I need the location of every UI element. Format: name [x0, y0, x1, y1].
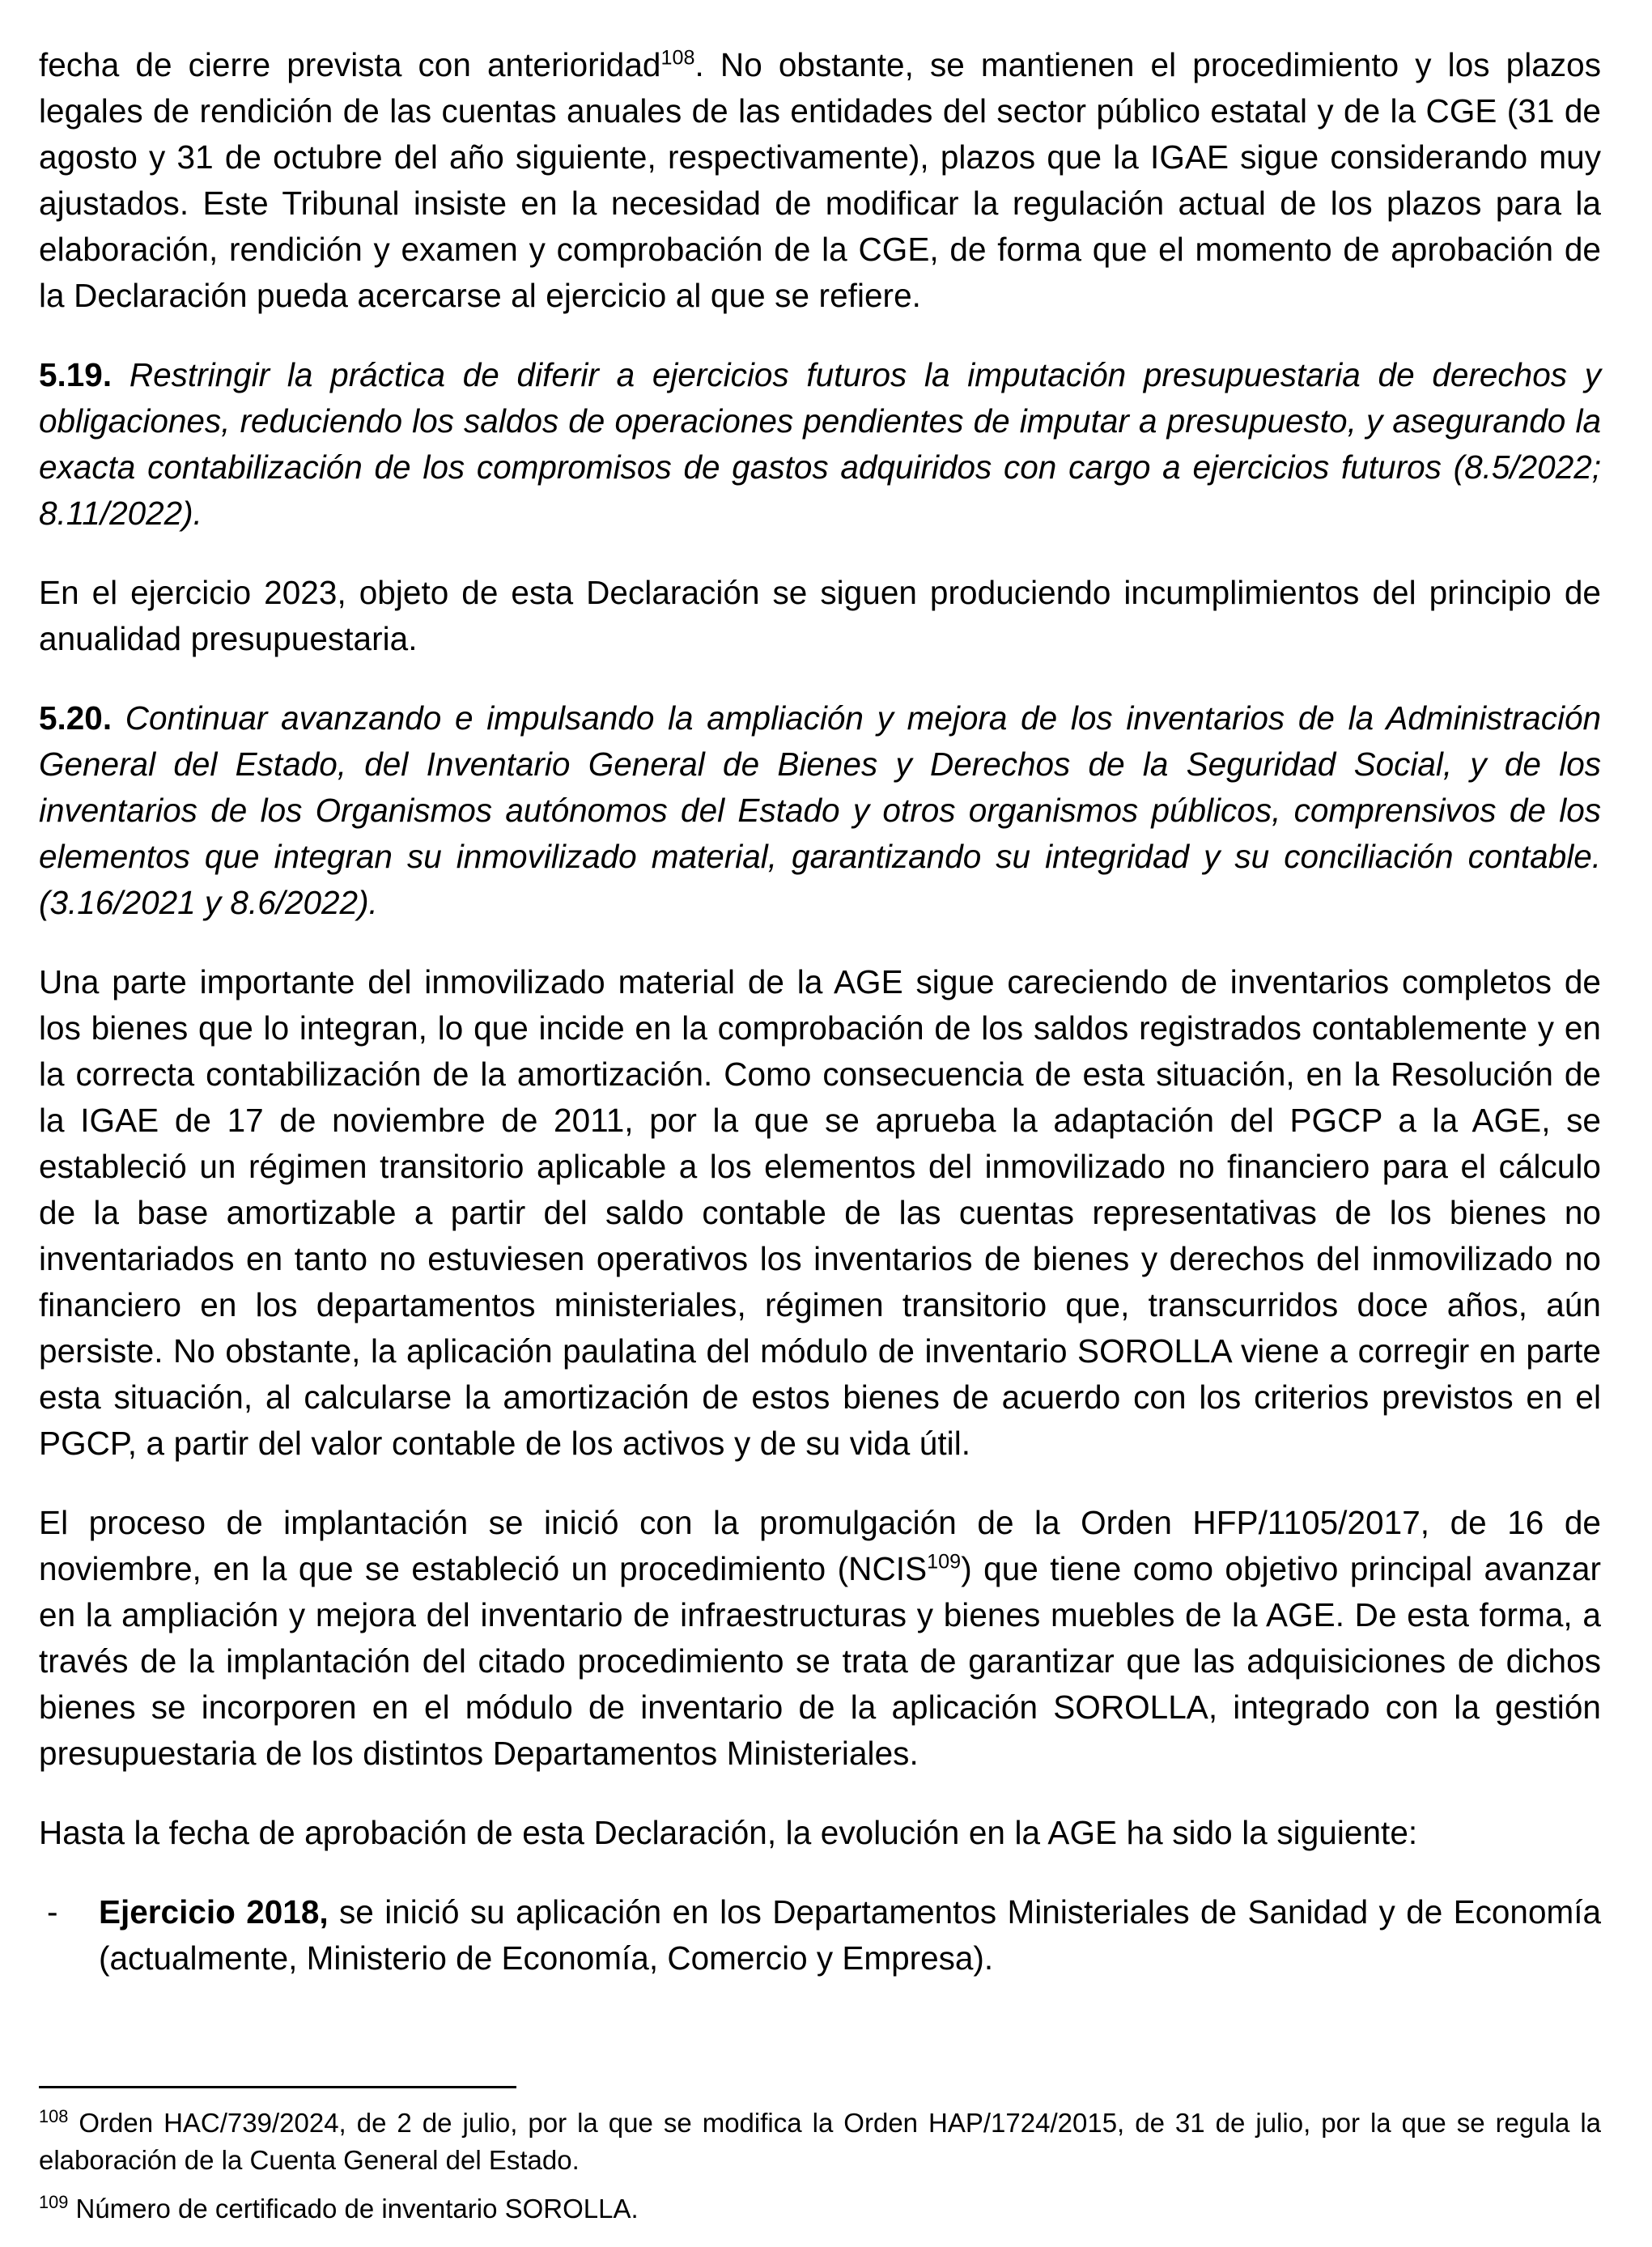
recommendation-5-20 — [39, 695, 1601, 926]
footnote-108-marker: 108 — [39, 2106, 69, 2126]
paragraph-implantacion-before-ref: El proceso de implantación se inició con la promulgación de la Orden HFP/1105/2017, de 16 de noviembre, en la que se estableció un procedimiento (NCIS — [39, 1504, 1601, 1587]
paragraph-continuation-before-ref: fecha de cierre prevista con anterioridad — [39, 46, 661, 83]
recommendation-5-19 — [39, 352, 1601, 537]
list-item — [39, 1889, 1601, 1982]
list-item-text: se inició su aplicación en los Departamentos Ministeriales de Sanidad y de Economía (actualmente, Ministerio de Economía, Comercio y Empresa). — [99, 1893, 1601, 1977]
list-item-lead: Ejercicio 2018, — [99, 1893, 329, 1931]
paragraph-ejercicio-2023: En el ejercicio 2023, objeto de esta Declaración se siguen produciendo incumplimientos del principio de anualidad presupuestaria. — [39, 574, 1601, 657]
footnote-area — [39, 2086, 1601, 2247]
paragraph-continuation-after-ref: . No obstante, se mantienen el procedimiento y los plazos legales de rendición de las cuentas anuales de las entidades del sector público estatal y de la CGE (31 de agosto y 31 de octubre del año siguiente, respectivamente), plazos que la IGAE sigue considerando muy ajustados. Este Tribunal insiste en la necesidad de modificar la regulación actual de los plazos para la elaboración, rendición y examen y comprobación de la CGE, de forma que el momento de aprobación de la Declaración pueda acercarse al ejercicio al que se refiere. — [39, 46, 1602, 314]
footnote-109-text: Número de certificado de inventario SOROLLA. — [68, 2194, 639, 2224]
recommendation-5-20-number: 5.20. — [39, 699, 113, 737]
footnote-ref-109[interactable]: 109 — [927, 1550, 962, 1574]
recommendation-5-20-text: Continuar avanzando e impulsando la ampliación y mejora de los inventarios de la Administración General del Estado, del Inventario General de Bienes y Derechos de la Seguridad Social, y de los inventarios de los Organismos autónomos del Estado y otros organismos públicos, comprensivos de los elementos que integran su inmovilizado material, garantizando su integridad y su conciliación contable. (3.16/2021 y 8.6/2022). — [39, 699, 1601, 921]
page-content — [39, 42, 1601, 1982]
paragraph-evolucion: Hasta la fecha de aprobación de esta Declaración, la evolución en la AGE ha sido la siguiente: — [39, 1814, 1418, 1851]
footnote-separator-rule — [39, 2086, 516, 2088]
footnote-108 — [39, 2105, 1601, 2179]
recommendation-5-19-text: Restringir la práctica de diferir a ejercicios futuros la imputación presupuestaria de derechos y obligaciones, reduciendo los saldos de operaciones pendientes de imputar a presupuesto, y asegurando la exacta contabilización de los compromisos de gastos adquiridos con cargo a ejercicios futuros (8.5/2022; 8.11/2022). — [39, 356, 1601, 532]
paragraph-implantacion-after-ref: ) que tiene como objetivo principal avanzar en la ampliación y mejora del inventario de infraestructuras y bienes muebles de la AGE. De esta forma, a través de la implantación del citado procedimiento se trata de garantizar que las adquisiciones de dichos bienes se incorporen en el módulo de inventario de la aplicación SOROLLA, integrado con la gestión presupuestaria de los distintos Departamentos Ministeriales. — [39, 1550, 1601, 1772]
bullet-dash-icon: - — [47, 1893, 58, 1931]
footnote-109 — [39, 2190, 1601, 2228]
footnote-109-marker: 109 — [39, 2192, 69, 2212]
bullet-list — [39, 1889, 1601, 1982]
footnote-ref-108[interactable]: 108 — [660, 46, 695, 70]
recommendation-5-19-number: 5.19. — [39, 356, 113, 393]
paragraph-inventarios: Una parte importante del inmovilizado material de la AGE sigue careciendo de inventarios completos de los bienes que lo integran, lo que incide en la comprobación de los saldos registrados contablemente y en la correcta contabilización de la amortización. Como consecuencia de esta situación, en la Resolución de la IGAE de 17 de noviembre de 2011, por la que se aprueba la adaptación del PGCP a la AGE, se estableció un régimen transitorio aplicable a los elementos del inmovilizado no financiero para el cálculo de la base amortizable a partir del saldo contable de las cuentas representativas de los bienes no inventariados en tanto no estuviesen operativos los inventarios de bienes y derechos del inmovilizado no financiero en los departamentos ministeriales, régimen transitorio que, transcurridos doce años, aún persiste. No obstante, la aplicación paulatina del módulo de inventario SOROLLA viene a corregir en parte esta situación, al calcularse la amortización de estos bienes de acuerdo con los criterios previstos en el PGCP, a partir del valor contable de los activos y de su vida útil. — [39, 963, 1601, 1462]
paragraph-continuation — [39, 42, 1601, 319]
paragraph-implantacion — [39, 1500, 1601, 1777]
footnote-108-text: Orden HAC/739/2024, de 2 de julio, por la que se modifica la Orden HAP/1724/2015, de 31 de julio, por la que se regula la elaboración de la Cuenta General del Estado. — [39, 2108, 1601, 2175]
